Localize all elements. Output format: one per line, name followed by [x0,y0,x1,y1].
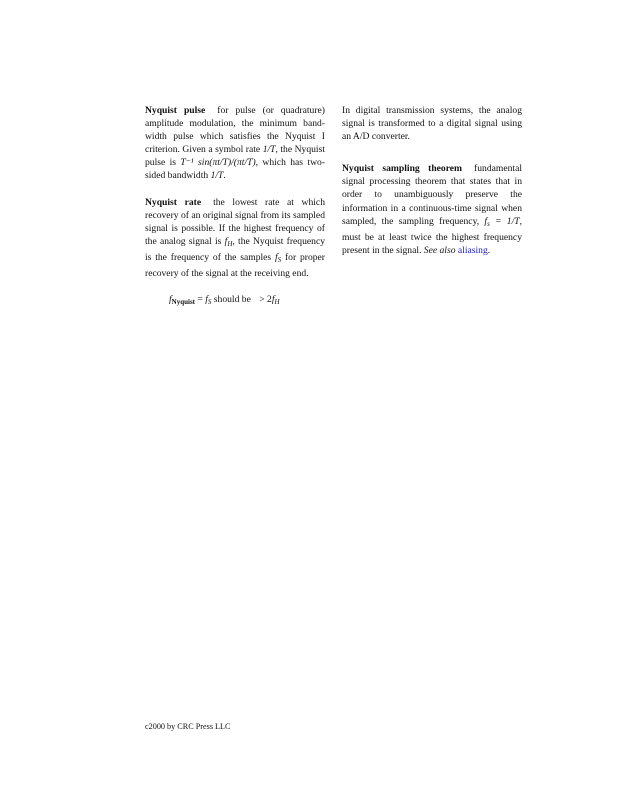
definition-text: . [223,170,226,182]
definition-text: , which has two-sided bandwidth [145,157,325,182]
entry-nyquist-rate [145,196,325,281]
entry-continuation [342,104,522,143]
left-column [145,104,325,309]
entry-nyquist-pulse [145,104,325,183]
math-symbol-rate: 1/T [262,144,276,156]
see-also-label: See also [423,244,456,256]
right-column [342,104,522,270]
nyquist-formula: $f_{Nyquist} = f_S$ should be > $2f_H$ [169,294,280,307]
definition-text: , the Nyquist frequency is the frequency of the samples [145,235,325,263]
definition-text: , the Nyquist pulse is [145,144,325,169]
continuation-text: In digital transmission systems, the analog signal is transformed to a digital signal using an A/D converter. [342,105,522,143]
entry-nyquist-sampling-theorem: Nyquist sampling theorem fundamental signal processing theorem that states that in order to unambiguously preserve the information in a continuous-time signal when sampled, the sampling frequency, $f_s = 1/T$, must be at least twice the highest frequency present in the signal. See also aliasing. [342,163,522,256]
aliasing-link[interactable]: aliasing [457,244,488,256]
definition-text: for pulse (or quadrature) amplitude modulation, the minimum band-width pulse which satisfies the Nyquist I criterion. Given a symbol rate [145,105,325,156]
math-nyquist-pulse-formula: T⁻¹ sin(πt/T)/(πt/T) [180,157,256,169]
copyright-footer: c2000 by CRC Press LLC [145,722,231,731]
definition-text: for proper recovery of the signal at the receiving end. [145,251,325,280]
term-nyquist-sampling-theorem: Nyquist sampling theorem [342,163,463,175]
term-nyquist-rate: Nyquist rate [145,196,202,208]
math-fh: $f_H$ [224,235,233,248]
definition-text: fundamental signal processing theorem that states that in order to unambiguously preserve the information in a continuous-time signal when sampled, the sampling frequency, [342,163,522,227]
math-sampling-frequency: $f_s = 1/T$ [484,215,520,228]
term-nyquist-pulse: Nyquist pulse [145,105,206,116]
math-bandwidth: 1/T [210,170,224,182]
definition-text: the lowest rate at which recovery of an original signal from its sampled signal is possible. If the highest frequency of the analog signal is [145,196,325,247]
definition-text: , must be at least twice the highest frequency present in the signal. [342,215,522,256]
math-fs: $f_S$ [274,251,282,264]
